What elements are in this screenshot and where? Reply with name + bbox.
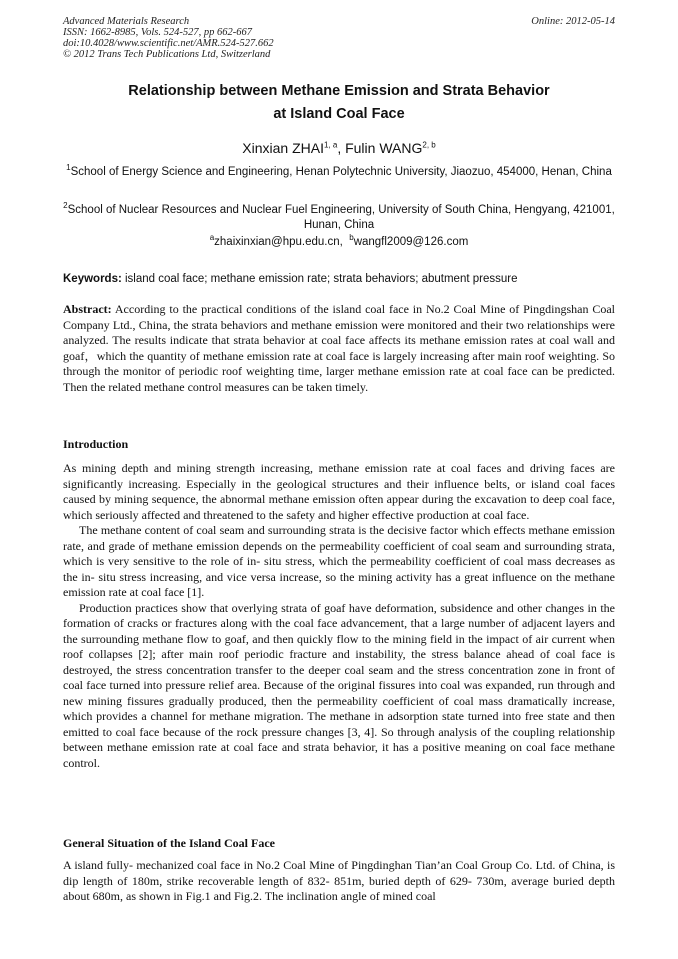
author-1-affil-mark: 1, a [323,140,338,150]
author-2: Fulin WANG [345,140,423,156]
general-situation-heading: General Situation of the Island Coal Face [63,836,275,850]
keywords-label: Keywords: [63,273,122,285]
title-line-1: Relationship between Methane Emission and Strata Behavior [128,83,550,99]
author-2-affil-mark: 2, b [422,140,436,150]
affiliation-2-mark: 2 [63,201,68,211]
author-list [60,139,618,157]
abstract [63,302,615,395]
paper-title [60,80,618,126]
title-line-2: at Island Coal Face [273,106,405,122]
running-header [63,16,615,60]
author-separator: , [337,140,346,156]
intro-paragraph-3: Production practices show that overlying strata of goaf have deformation, subsidence and other changes in the formation of cracks or fractures along with the coal face advancement, that a large number of adjacent layers and the surrounding methane flow to goaf, and then quickly flow to the mining field in the impact of air current when roof collapses [2]; after main roof periodic fracture and instability, the stress balance ahead of coal face is destroyed, the stress concentration transfer to the deeper coal seam and the stress concentration zone in front of coal face turned into pressure relief area. Because of the original fissures into coal was expanded, run through and new mining fissures gradually produced, then the permeability coefficient of coal mass dramatically increase, which provides a channel for methane migration. The methane in adsorption state turned into free state and then emitted to coal face because of the rock pressure changes [3, 4]. So through analysis of the coupling relationship between methane emission rate at coal face and strata behavior, it has a positive meaning on coal face methane control. [63,600,615,770]
journal-name: Advanced Materials Research [63,16,190,27]
affiliation-1-mark: 1 [66,163,71,173]
email-a-mark: a [209,233,215,243]
intro-paragraph-1: As mining depth and mining strength increasing, methane emission rate at coal faces and driving faces are significantly increasing. Especially in the geological structures and their influence belts, or island coal faces caused by mining sequence, the abnormal methane emission often appear during the excavation to deep coal face, which seriously affected and threatened to the safety and higher effective production at coal face. [63,461,615,522]
abstract-label: Abstract: [63,302,112,316]
introduction-heading: Introduction [63,437,129,451]
affiliation-2 [63,203,615,233]
email-b-mark: b [349,233,354,243]
copyright-line: © 2012 Trans Tech Publications Ltd, Switzerland [63,49,271,60]
affiliation-2-text: School of Nuclear Resources and Nuclear Fuel Engineering, University of South China, Hengyang, 421001, Hunan, China [67,204,615,231]
general-situation-body [63,858,615,905]
keywords [63,272,615,287]
keywords-text: island coal face; methane emission rate; strata behaviors; abutment pressure [125,273,518,285]
email-a[interactable]: zhaixinxian@hpu.edu.cn, [214,236,343,248]
affiliation-1-text: School of Energy Science and Engineering, Henan Polytechnic University, Jiaozuo, 454000, Henan, China [70,166,612,178]
issn-line: ISSN: 1662-8985, Vols. 524-527, pp 662-667 [63,27,252,38]
online-date: Online: 2012-05-14 [531,16,615,27]
introduction-body [63,461,615,771]
author-1: Xinxian ZHAI [242,140,324,156]
email-line [63,235,615,250]
doi-line: doi:10.4028/www.scientific.net/AMR.524-527.662 [63,38,274,49]
email-b[interactable]: wangfl2009@126.com [353,236,469,248]
abstract-text: According to the practical conditions of the island coal face in No.2 Coal Mine of Pingdingshan Coal Company Ltd., China, the strata behaviors and methane emission were monitored and their two relationships were analyzed. The results indicate that strata behavior at coal face affects its methane emission rates at coal wall and goaf，which the quantity of methane emission rate at coal face is largely increasing after main roof weighting. So through the monitor of periodic roof weighting time, larger methane emission rate at coal face can be predicted. Then the related methane control measures can be taken timely. [63,302,616,394]
general-paragraph-1: A island fully- mechanized coal face in No.2 Coal Mine of Pingdinghan Tian’an Coal Group Co. Ltd. of China, is dip length of 180m, strike recoverable length of 832- 851m, buried depth of 629- 730m, average buried depth about 680m, as shown in Fig.1 and Fig.2. The inclination angle of mined coal [63,858,615,903]
intro-paragraph-2: The methane content of coal seam and surrounding strata is the decisive factor which effects methane emission rate, and grade of methane emission depends on the permeability coefficient of coal seam and surrounding strata, which is very sensitive to the role of in- situ stress, which the permeability coefficient of coal mass decreases as the in- situ stress increasing, and vice versa increase, so the mining activity has a great influence on the methane emission rate at coal face [1]. [63,523,615,599]
affiliation-1 [63,165,615,180]
